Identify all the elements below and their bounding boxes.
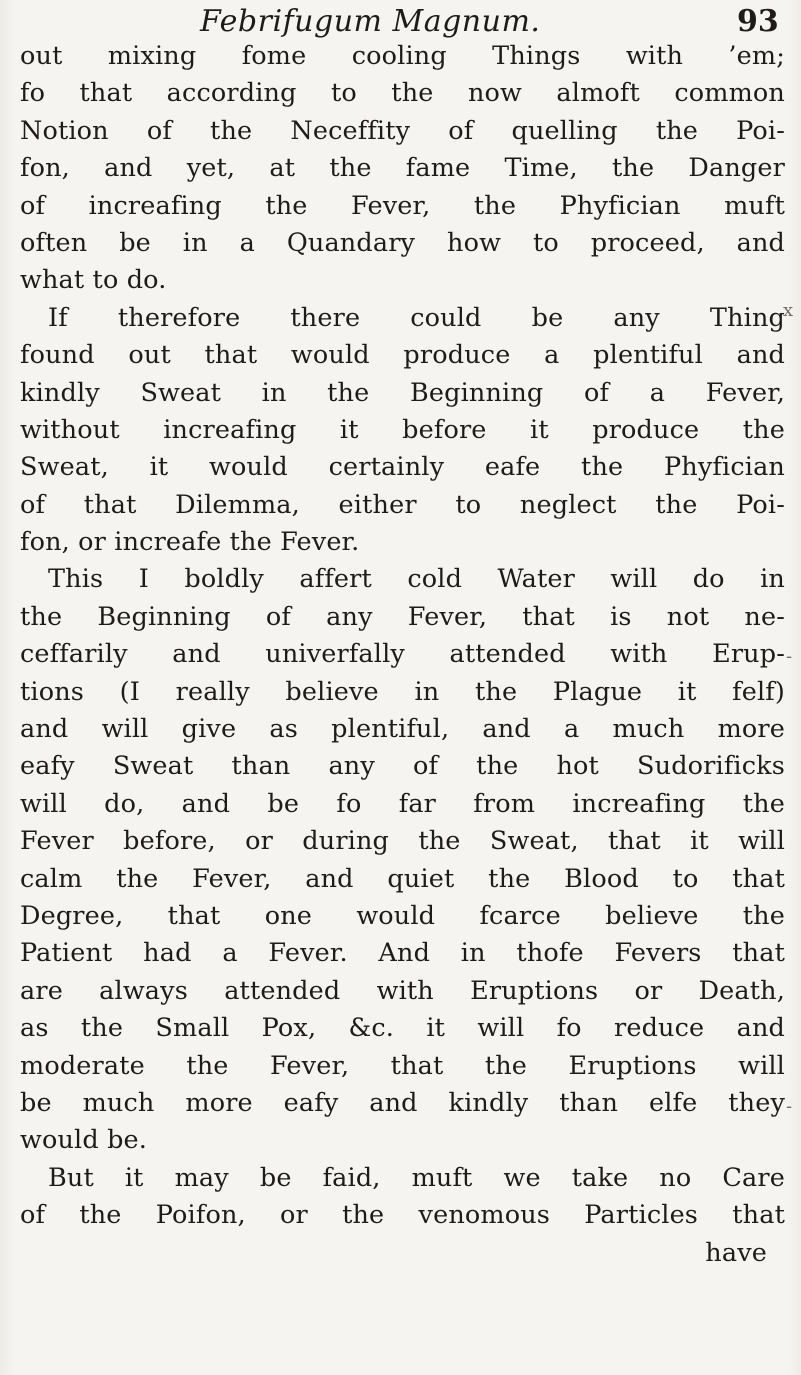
catchword: have (705, 1237, 767, 1268)
text-line: will do, and be fo far from increafing the (20, 788, 785, 819)
margin-mark: x (783, 300, 794, 321)
text-line: tions (I really believe in the Plague it felf) (20, 676, 785, 707)
margin-mark: - (786, 646, 793, 667)
text-line: calm the Fever, and quiet the Blood to that (20, 863, 785, 894)
text-line: what to do. (20, 265, 167, 296)
page-number: 93 (737, 4, 779, 39)
text-line: often be in a Quandary how to proceed, and (20, 227, 785, 258)
text-line: as the Small Pox, &c. it will fo reduce and (20, 1013, 785, 1044)
text-line: out mixing fome cooling Things with ’em; (20, 41, 785, 71)
text-line: ceffarily and univerfally attended with Erup- (20, 639, 785, 670)
text-line: Degree, that one would fcarce believe the (20, 900, 785, 931)
text-line: fon, or increafe the Fever. (20, 527, 360, 558)
text-line: would be. (20, 1125, 148, 1156)
text-line: of the Poifon, or the venomous Particles that (20, 1200, 785, 1231)
text-line: fon, and yet, at the fame Time, the Danger (20, 153, 785, 184)
text-line: Notion of the Neceffity of quelling the Poi- (20, 115, 785, 146)
paragraph-start-line: If therefore there could be any Thing (48, 302, 785, 333)
text-line: of that Dilemma, either to neglect the Poi- (20, 489, 785, 520)
running-head: Febrifugum Magnum. (200, 4, 541, 39)
paragraph-start-line: This I boldly affert cold Water will do in (48, 564, 785, 595)
text-line: without increafing it before it produce the (20, 414, 785, 445)
text-line: are always attended with Eruptions or Death, (20, 975, 785, 1006)
text-line: Patient had a Fever. And in thofe Fevers that (20, 938, 785, 969)
text-line: and will give as plentiful, and a much more (20, 714, 785, 745)
margin-mark: - (786, 1096, 793, 1117)
body-text (20, 38, 785, 1272)
text-line: Sweat, it would certainly eafe the Phyfician (20, 452, 785, 483)
text-line: eafy Sweat than any of the hot Sudorificks (20, 751, 785, 782)
text-line: Fever before, or during the Sweat, that it will (20, 826, 785, 857)
text-line: moderate the Fever, that the Eruptions will (20, 1050, 785, 1081)
paragraph-start-line: But it may be faid, muft we take no Care (48, 1162, 785, 1193)
text-line: fo that according to the now almoft common (20, 78, 785, 109)
text-line: of increafing the Fever, the Phyfician muft (20, 190, 785, 221)
text-line: the Beginning of any Fever, that is not ne- (20, 601, 785, 632)
text-line: be much more eafy and kindly than elfe they (20, 1087, 785, 1118)
text-line: kindly Sweat in the Beginning of a Fever, (20, 377, 785, 408)
text-line: found out that would produce a plentiful and (20, 340, 785, 371)
